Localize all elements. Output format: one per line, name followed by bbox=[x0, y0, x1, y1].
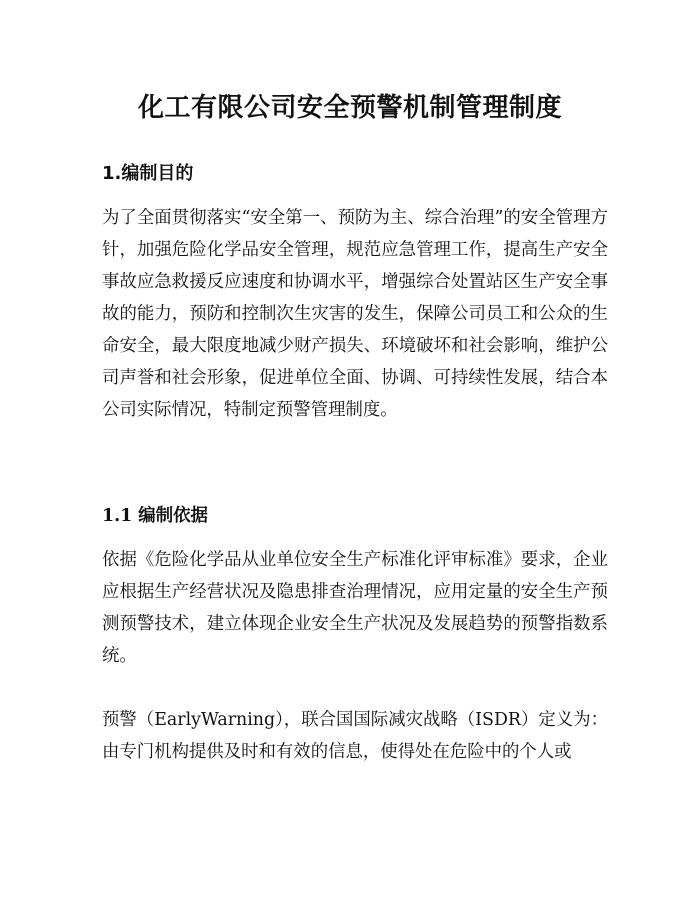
document-title: 化工有限公司安全预警机制管理制度 bbox=[137, 93, 562, 123]
section-heading-basis: 1.1 编制依据 bbox=[102, 506, 208, 526]
section-heading-purpose: 1.编制目的 bbox=[102, 163, 194, 184]
paragraph-early-warning: 预警（EarlyWarning），联合国国际减灾战略（ISDR）定义为：由专门机构提供及时和有效的信息，使得处在危险中的个人或 bbox=[102, 710, 608, 762]
paragraph-purpose: 为了全面贯彻落实“安全第一、预防为主、综合治理”的安全管理方针，加强危险化学品安全管理，规范应急管理工作，提高生产安全事故应急救援反应速度和协调水平，增强综合处置站区生产安全事故的能力，预防和控制次生灾害的发生，保障公司员工和公众的生命安全，最大限度地减少财产损失、环境破坏和社会影响，维护公司声誉和社会形象，促进单位全面、协调、可持续性发展，结合本公司实际情况，特制定预警管理制度。 bbox=[102, 208, 608, 420]
paragraph-basis: 依据《危险化学品从业单位安全生产标准化评审标准》要求，企业应根据生产经营状况及隐患排查治理情况，应用定量的安全生产预测预警技术，建立体现企业安全生产状况及发展趋势的预警指数系统。 bbox=[102, 550, 608, 666]
